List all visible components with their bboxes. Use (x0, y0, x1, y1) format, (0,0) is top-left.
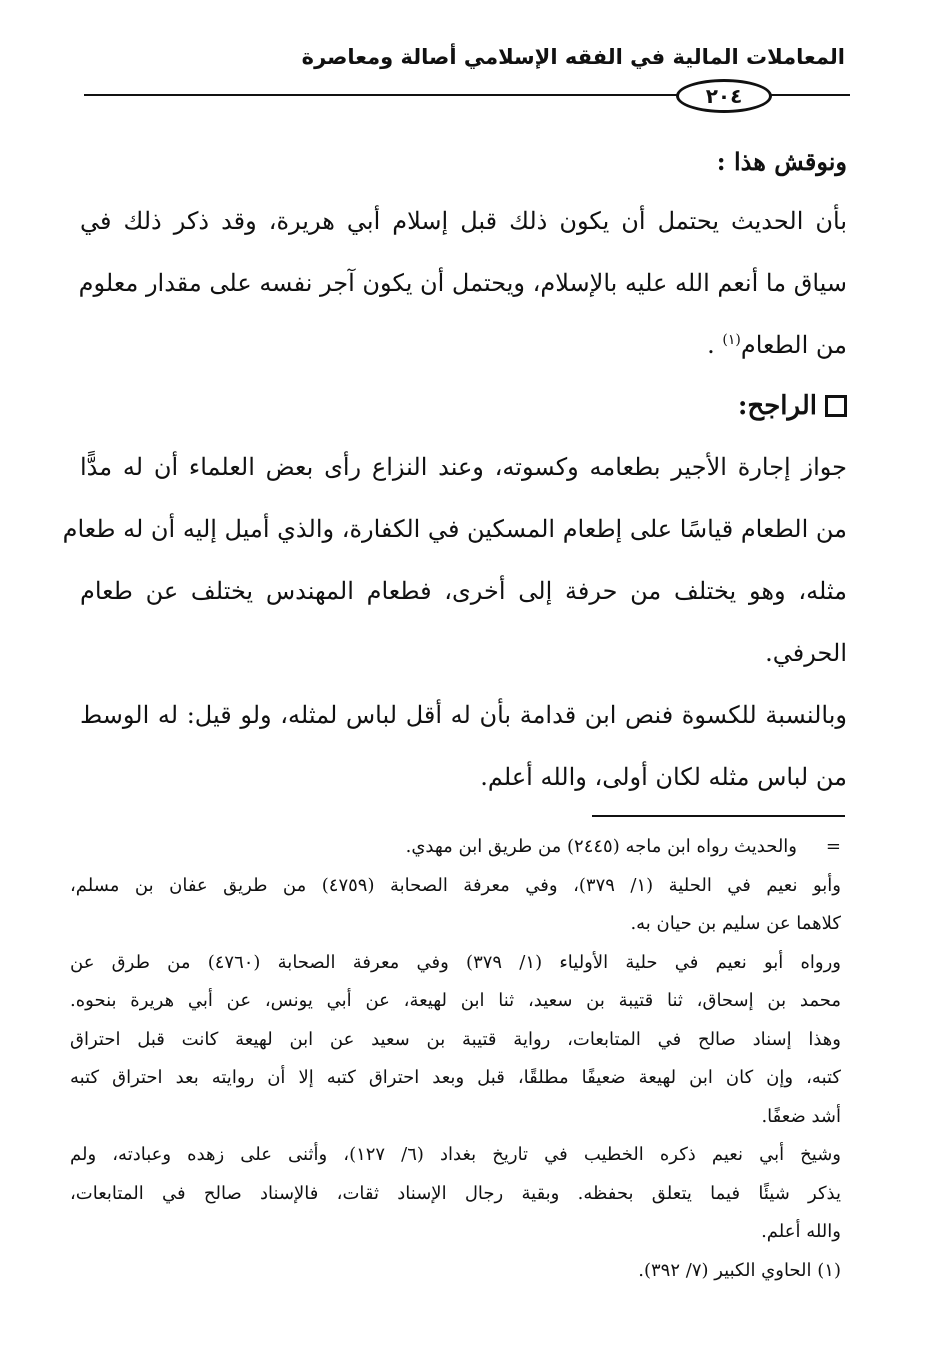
discussion-heading: ونوقش هذا : (716, 147, 847, 176)
footnote-1: (١) الحاوي الكبير (٧/ ٣٩٢). (638, 1259, 841, 1281)
main-text (62, 140, 848, 808)
discussion-end: . (707, 331, 715, 359)
footnote-text: والحديث رواه ابن ماجه (٢٤٤٥) من طريق ابن مهدي. (405, 836, 797, 857)
clothing-line-1: وبالنسبة للكسوة فنص ابن قدامة بأن له أقل لباس لمثله، ولو قيل: له الوسط (80, 701, 847, 729)
preferred-heading-text: الراجح: (737, 391, 817, 421)
footnote-line: وشيخ أبي نعيم ذكره الخطيب في تاريخ بغداد (٦/ ١٢٧)، وأثنى على زهده وعبادته، ولم (70, 1144, 841, 1165)
square-bullet-icon (825, 395, 847, 417)
footnote-line: يذكر شيئًا فيما يتعلق بحفظه. وبقية رجال الإسناد ثقات، فالإسناد صالح في المتابعات، (70, 1182, 841, 1204)
discussion-last-text: من الطعام (740, 331, 847, 359)
footnote-line: وهذا إسناد صالح في المتابعات، رواية قتيبة بن سعيد عن ابن لهيعة كانت قبل احتراق (70, 1028, 841, 1050)
footnotes (70, 828, 841, 1290)
footnote-line: كلاهما عن سليم بن حيان به. (630, 913, 841, 934)
preferred-line-1: جواز إجارة الأجير بطعامه وكسوته، وعند النزاع رأى بعض العلماء أن له مدًّا (80, 453, 847, 481)
footnote-line: وأبو نعيم في الحلية (١/ ٣٧٩)، وفي معرفة الصحابة (٤٧٥٩) من طريق عفان بن مسلم، (70, 874, 841, 896)
discussion-line-1: بأن الحديث يحتمل أن يكون ذلك قبل إسلام أبي هريرة، وقد ذكر ذلك في (80, 207, 848, 235)
preferred-heading (80, 376, 847, 436)
footnote-line: والله أعلم. (761, 1221, 841, 1242)
preferred-line-4: الحرفي. (765, 639, 847, 667)
running-header-title: المعاملات المالية في الفقه الإسلامي أصالة ومعاصرة (301, 45, 845, 69)
preferred-line-3: مثله، وهو يختلف من حرفة إلى أخرى، فطعام المهندس يختلف عن طعام (80, 577, 847, 605)
clothing-line-2: من لباس مثله لكان أولى، والله أعلم. (480, 763, 847, 791)
discussion-line-3 (80, 314, 847, 376)
discussion-line-2: سياق ما أنعم الله عليه بالإسلام، ويحتمل أن يكون آجر نفسه على مقدار معلوم (78, 269, 847, 297)
continuation-mark: = (825, 836, 841, 857)
footnote-ref[interactable]: (١) (722, 332, 741, 348)
footnote-line: كتبه، وإن كان ابن لهيعة ضعيفًا مطلقًا، قبل وبعد احتراق كتبه إلا أن روايته بعد احتراق كتبه (70, 1067, 841, 1088)
footnote-separator (592, 815, 845, 817)
footnote-line: ورواه أبو نعيم في حلية الأولياء (١/ ٣٧٩) وفي معرفة الصحابة (٤٧٦٠) من طرق عن (70, 951, 842, 973)
preferred-line-2: من الطعام قياسًا على إطعام المسكين في الكفارة، والذي أميل إليه أن له طعام (62, 515, 847, 543)
footnote-line: أشد ضعفًا. (761, 1105, 841, 1127)
footnote-line: محمد بن إسحاق، ثنا قتيبة بن سعيد، ثنا ابن لهيعة، عن أبي يونس، عن أبي هريرة بنحوه. (70, 990, 841, 1011)
footnote-line (70, 828, 841, 867)
page-number: ٢٠٤ (676, 79, 772, 113)
